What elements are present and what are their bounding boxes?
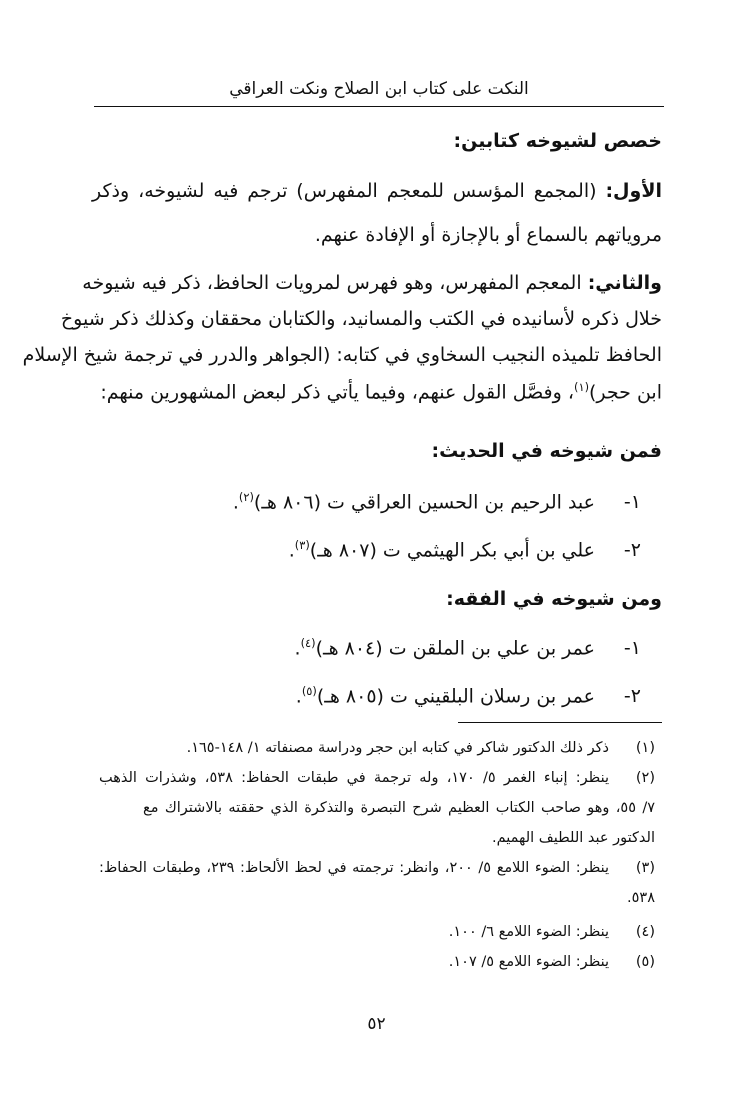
footnote-separator — [458, 722, 662, 723]
footnote-4: (٤)ينظر: الضوء اللامع ٦/ ١٠٠. — [448, 924, 655, 940]
list-item: ١-عمر بن علي بن الملقن ت (٨٠٤ هـ)$^{(٤)}$. — [294, 636, 641, 660]
hadith-heading: فمن شيوخه في الحديث: — [431, 440, 662, 462]
footnote-2: (٢)ينظر: إنباء الغمر ٥/ ١٧٠، وله ترجمة في طبقات الحفاظ: ٥٣٨، وشذرات الذهب — [99, 770, 655, 786]
second-paragraph-line-3: الحافظ تلميذه النجيب السخاوي في كتابه: (الجواهر والدرر في ترجمة شيخ الإسلام — [22, 344, 662, 366]
second-paragraph-line-4: ابن حجر)$^{(١)}$، وفصَّل القول عنهم، وفيما يأتي ذكر لبعض المشهورين منهم: — [100, 380, 662, 404]
fiqh-heading: ومن شيوخه في الفقه: — [446, 588, 662, 610]
second-label: والثاني: — [587, 272, 662, 294]
footnote-ref-5: (٥) — [301, 684, 317, 698]
first-label: الأول: — [605, 180, 662, 202]
first-paragraph-line-1: الأول: (المجمع المؤسس للمعجم المفهرس) ترجم فيه لشيوخه، وذكر — [92, 180, 662, 202]
second-paragraph-line-1: والثاني: المعجم المفهرس، وهو فهرس لمرويات الحافظ، ذكر فيه شيوخه — [82, 272, 662, 294]
running-header — [94, 72, 664, 107]
page-number: ٥٢ — [367, 1014, 386, 1034]
list-item: ٢-علي بن أبي بكر الهيثمي ت (٨٠٧ هـ)$^{(٣)}$. — [288, 538, 641, 562]
footnote-5: (٥)ينظر: الضوء اللامع ٥/ ١٠٧. — [448, 954, 655, 970]
intro-line: خصص لشيوخه كتابين: — [453, 130, 662, 152]
footnote-2-line-2: ٧/ ٥٥، وهو صاحب الكتاب العظيم شرح التبصرة والتذكرة الذي حققته بالاشتراك مع — [143, 800, 655, 816]
footnote-ref-4: (٤) — [300, 636, 316, 650]
second-paragraph-line-2: خلال ذكره لأسانيده في الكتب والمسانيد، والكتابان محققان وكذلك ذكر شيوخ — [60, 308, 662, 330]
list-item: ٢-عمر بن رسلان البلقيني ت (٨٠٥ هـ)$^{(٥)}$. — [295, 684, 641, 708]
first-paragraph-line-2: مروياتهم بالسماع أو بالإجازة أو الإفادة عنهم. — [314, 224, 662, 246]
footnote-ref-2: (٢) — [238, 490, 254, 504]
list-item: ١-عبد الرحيم بن الحسين العراقي ت (٨٠٦ هـ)$^{(٢)}$. — [232, 490, 641, 514]
footnote-1: (١)ذكر ذلك الدكتور شاكر في كتابه ابن حجر ودراسة مصنفاته ١/ ١٤٨-١٦٥. — [186, 740, 655, 756]
footnote-3-line-2: ٥٣٨. — [627, 890, 655, 906]
footnote-ref-1: (١) — [573, 380, 590, 394]
running-title: النكت على كتاب ابن الصلاح ونكت العراقي — [229, 79, 529, 99]
footnote-3: (٣)ينظر: الضوء اللامع ٥/ ٢٠٠، وانظر: ترجمته في لحظ الألحاظ: ٢٣٩، وطبقات الحفاظ: — [99, 860, 655, 876]
footnote-2-line-3: الدكتور عبد اللطيف الهميم. — [492, 830, 655, 846]
footnote-ref-3: (٣) — [294, 538, 310, 552]
